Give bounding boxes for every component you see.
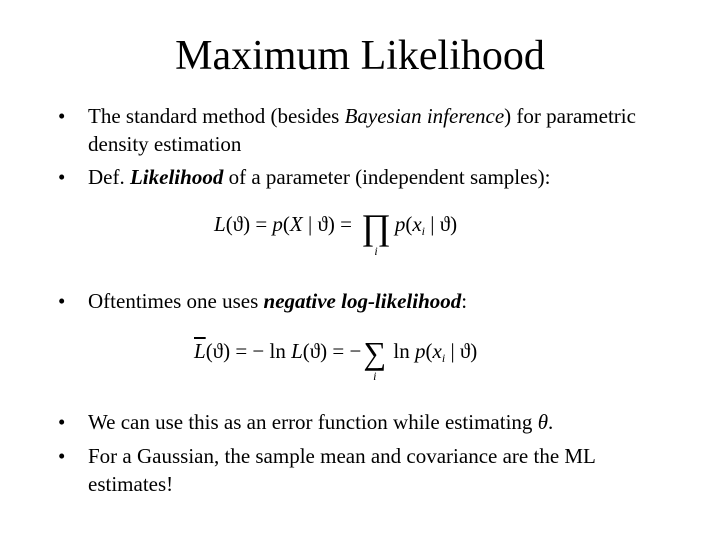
bullet-dot: • <box>58 444 66 468</box>
bullet-text-post: of a parameter (independent samples): <box>223 165 551 189</box>
eq-ln: ln <box>388 339 416 363</box>
likelihood-equation <box>214 206 458 258</box>
bullet-text-emphasis: negative log-likelihood <box>263 289 462 313</box>
bullet-text-pre: Oftentimes one uses <box>88 289 264 313</box>
eq-dataset-var: X <box>289 212 303 236</box>
product-index: i <box>374 244 378 258</box>
bullet-text-pre: The standard method (besides <box>88 104 345 128</box>
theta-symbol: θ <box>537 410 549 434</box>
eq-lik-fn: L <box>291 339 303 363</box>
eq-rhs-fn: p <box>415 339 426 363</box>
bullet-text <box>88 102 678 158</box>
bullet-error-function <box>58 408 678 436</box>
eq-rhs-sub: i <box>421 224 426 238</box>
eq-prob-fn: p <box>272 212 283 236</box>
bullet-negative-loglik <box>58 287 678 315</box>
bullet-text <box>88 163 678 191</box>
eq-neglik-arg: (ϑ) = − ln <box>205 339 292 363</box>
bullet-text-post: : <box>461 289 468 313</box>
eq-lik-arg: (ϑ) = − <box>302 339 362 363</box>
bullet-likelihood-definition <box>58 163 678 191</box>
bullet-text-emphasis: Bayesian inference <box>344 104 505 128</box>
eq-prob-close: | ϑ) = <box>302 212 358 236</box>
bullet-dot: • <box>58 289 66 313</box>
bullet-text-pre: Def. <box>88 165 130 189</box>
bullet-text <box>88 408 678 436</box>
bullet-text-post: . <box>548 410 554 434</box>
eq-rhs-close: | ϑ) <box>445 339 478 363</box>
bullet-text-emphasis: Likelihood <box>129 165 224 189</box>
summation-index: i <box>373 369 377 383</box>
bullet-gaussian-ml <box>58 442 678 498</box>
eq-neglik-fn: $\overline{L}$ <box>194 339 206 363</box>
eq-rhs-var: x <box>412 212 422 236</box>
bullet-text <box>88 287 678 315</box>
bullet-dot: • <box>58 410 66 434</box>
bullet-text-pre: We can use this as an error function while estimating <box>88 410 538 434</box>
eq-likelihood-fn: L <box>214 212 226 236</box>
eq-rhs-open: ( <box>405 212 413 236</box>
bullet-dot: • <box>58 104 66 128</box>
slide-title: Maximum Likelihood <box>175 33 545 79</box>
product-symbol: ∏ i <box>361 207 391 258</box>
bullet-dot: • <box>58 165 66 189</box>
negative-loglik-equation <box>194 335 478 383</box>
eq-rhs-sub: i <box>441 351 446 365</box>
bullet-text: For a Gaussian, the sample mean and covariance are the ML estimates! <box>88 444 596 496</box>
eq-rhs-fn: p <box>394 212 406 236</box>
eq-rhs-var: x <box>432 339 442 363</box>
summation-symbol: ∑ i <box>363 335 387 383</box>
eq-prob-open: ( <box>282 212 290 236</box>
bullet-standard-method <box>58 102 678 158</box>
eq-likelihood-arg: (ϑ) = <box>225 212 273 236</box>
bullet-text-post: ) for parametric density estimation <box>88 104 636 156</box>
eq-rhs-open: ( <box>425 339 433 363</box>
eq-rhs-close: | ϑ) <box>425 212 458 236</box>
